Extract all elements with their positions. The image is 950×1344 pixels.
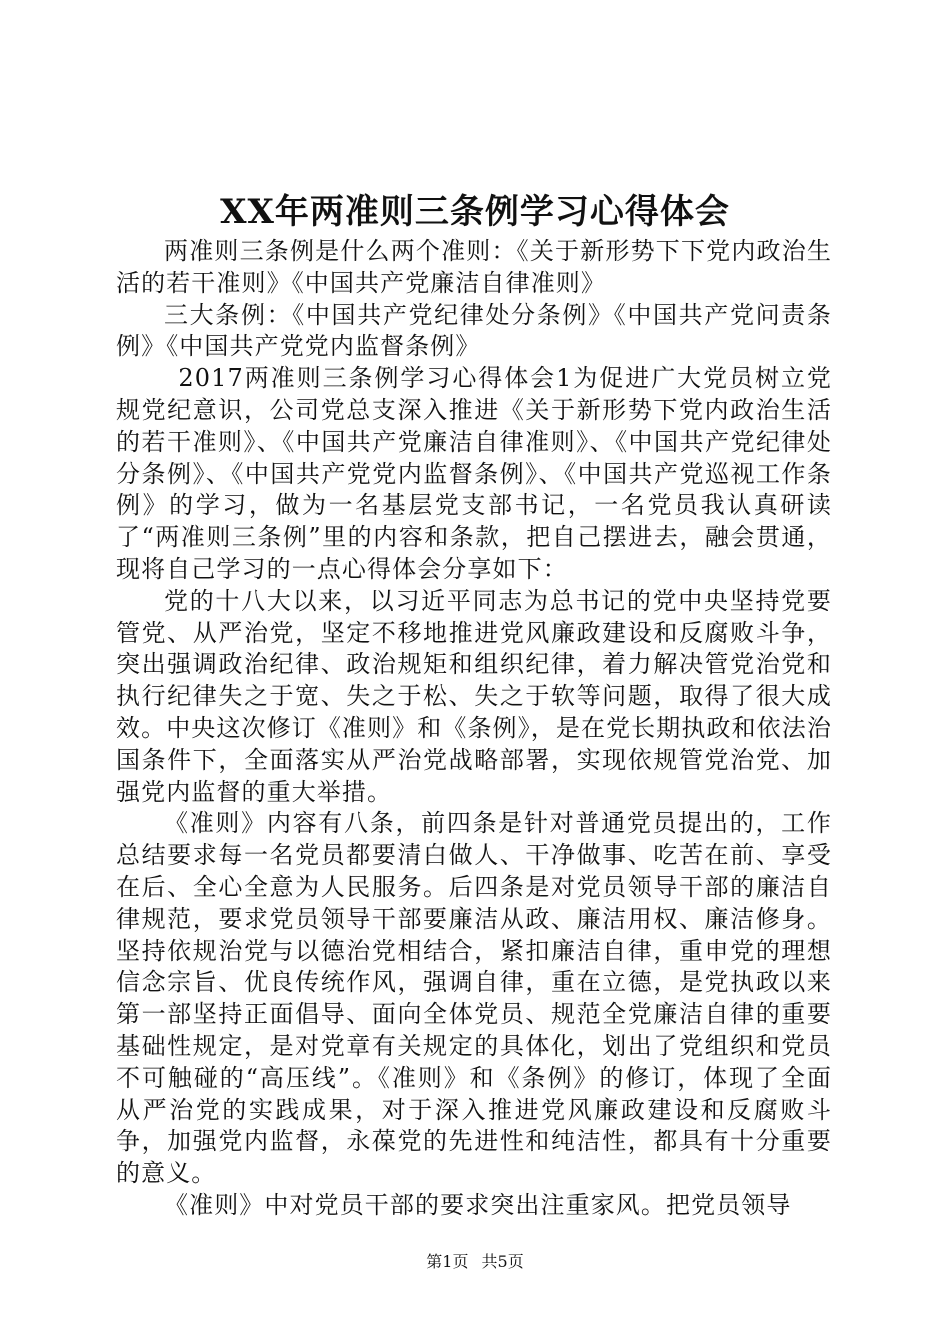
paragraph-family-style: 《准则》中对党员干部的要求突出注重家风。把党员领导 — [164, 1190, 792, 1219]
document-title: XX年两准则三条例学习心得体会 — [220, 192, 730, 232]
paragraph-definition: 两准则三条例是什么两个准则：《关于新形势下下党内政治生活的若干准则》《中国共产党廉洁自律准则》 — [116, 237, 832, 297]
paragraph-three-regulations: 三大条例：《中国共产党纪律处分条例》《中国共产党问责条例》《中国共产党党内监督条例》 — [116, 300, 832, 361]
paragraph-introduction: 2017两准则三条例学习心得体会1为促进广大党员树立党规党纪意识，公司党总支深入推进《关于新形势下党内政治生活的若干准则》、《中国共产党廉洁自律准则》、《中国共产党纪律处分条例》、《中国共产党党内监督条例》、《中国共产党巡视工作条例》的学习，做为一名基层党支部书记，一名党员我认真研读了“两准则三条例”里的内容和条款，把自己摆进去，融会贯通，现将自己学习的一点心得体会分享如下： — [116, 364, 832, 583]
paragraph-background: 党的十八大以来，以习近平同志为总书记的党中央坚持党要管党、从严治党，坚定不移地推进党风廉政建设和反腐败斗争，突出强调政治纪律、政治规矩和组织纪律，着力解决管党治党和执行纪律失之于宽、失之于松、失之于软等问题，取得了很大成效。中央这次修订《准则》和《条例》，是在党长期执政和依法治国条件下，全面落实从严治党战略部署，实现依规管党治党、加强党内监督的重大举措。 — [116, 586, 832, 806]
paragraph-guideline-content: 《准则》内容有八条，前四条是针对普通党员提出的，工作总结要求每一名党员都要清白做人、干净做事、吃苦在前、享受在后、全心全意为人民服务。后四条是对党员领导干部的廉洁自律规范，要求党员领导干部要廉洁从政、廉洁用权、廉洁修身。坚持依规治党与以德治党相结合，紧扣廉洁自律，重申党的理想信念宗旨、优良传统作风，强调自律，重在立德，是党执政以来第一部坚持正面倡导、面向全体党员、规范全党廉洁自律的重要基础性规定，是对党章有关规定的具体化，划出了党组织和党员不可触碰的“高压线”。《准则》和《条例》的修订，体现了全面从严治党的实践成果，对于深入推进党风廉政建设和反腐败斗争，加强党内监督，永葆党的先进性和纯洁性，都具有十分重要的意义。 — [116, 809, 832, 1188]
document-body — [116, 236, 832, 1222]
page-number: 第1页 — [426, 1252, 469, 1271]
page-footer — [0, 1250, 950, 1274]
page-total: 共5页 — [481, 1252, 524, 1271]
